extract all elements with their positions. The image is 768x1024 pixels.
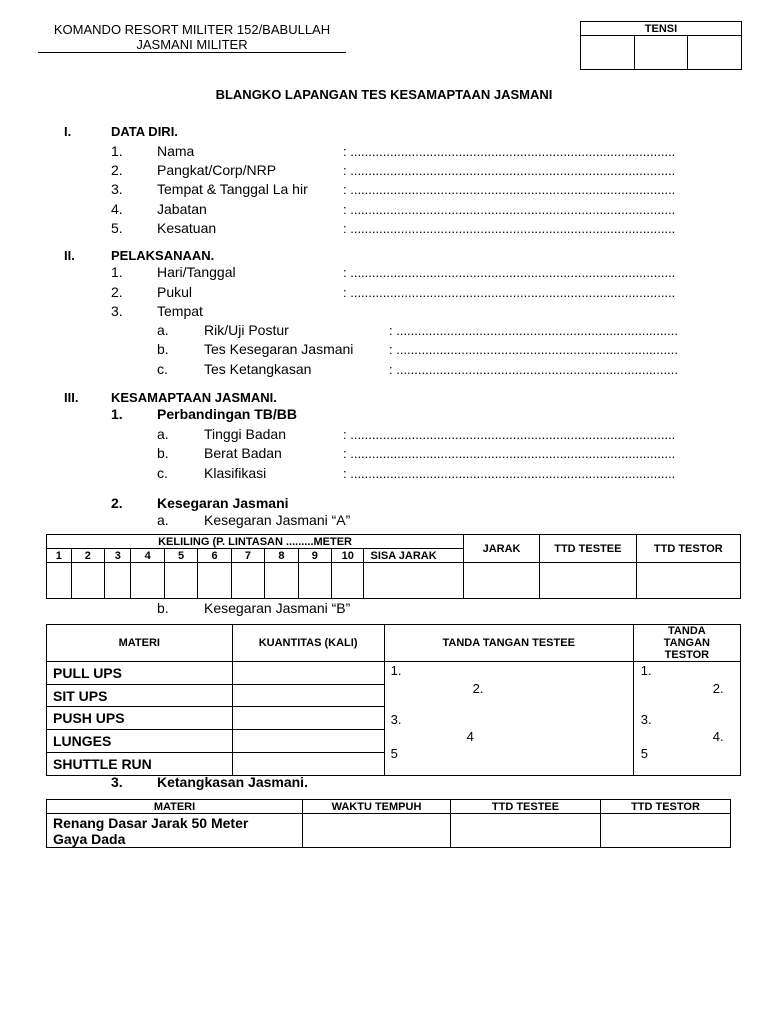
lap-cell[interactable] (47, 563, 72, 599)
jarak-cell[interactable] (464, 563, 540, 599)
lap-header: 3 (105, 549, 131, 563)
tensi-cell[interactable] (581, 36, 635, 70)
ttd-testor-header: TTD TESTOR (601, 800, 731, 814)
materi-header: MATERI (47, 800, 303, 814)
field-pukul[interactable]: : .......................................................................................... (343, 285, 676, 300)
sign-mark: 1. (390, 663, 402, 678)
sub-item-letter: b. (157, 341, 169, 357)
field-nama[interactable]: : .......................................................................................... (343, 144, 676, 159)
field-kesatuan[interactable]: : .......................................................................................... (343, 221, 676, 236)
field-label-ttl: Tempat & Tanggal La hir (157, 181, 308, 197)
field-label-nama: Nama (157, 143, 195, 159)
lap-cell[interactable] (298, 563, 331, 599)
kuantitas-cell[interactable] (232, 730, 384, 753)
subsection-title-kesegaran: Kesegaran Jasmani (157, 495, 289, 511)
table-kesegaran-a (46, 534, 741, 599)
ttd-testee-cell[interactable] (540, 563, 637, 599)
tanda-tangan-testee-header: TANDA TANGAN TESTEE (384, 625, 633, 662)
exercise-lunges: LUNGES (47, 730, 233, 753)
lap-header: 4 (131, 549, 164, 563)
lap-header: 2 (71, 549, 104, 563)
sub-item-letter: b. (157, 445, 169, 461)
field-berat[interactable]: : .......................................................................................... (343, 446, 676, 461)
lap-cell[interactable] (231, 563, 264, 599)
item-number: 1. (111, 143, 123, 159)
exercise-renang-line2: Gaya Dada (53, 830, 126, 847)
lap-header: 8 (265, 549, 298, 563)
exercise-pull-ups: PULL UPS (47, 662, 233, 685)
field-klasifikasi[interactable]: : .......................................................................................... (343, 466, 676, 481)
section-1-title: DATA DIRI. (111, 124, 178, 139)
kuantitas-cell[interactable] (232, 707, 384, 730)
kesegaran-a-label: Kesegaran Jasmani “A” (204, 512, 351, 528)
sign-mark: 2. (712, 681, 724, 696)
field-label-postur: Rik/Uji Postur (204, 322, 289, 338)
lap-cell[interactable] (198, 563, 231, 599)
lap-header: 6 (198, 549, 231, 563)
item-number: 1. (111, 264, 123, 280)
section-2-number: II. (64, 248, 75, 263)
lap-cell[interactable] (265, 563, 298, 599)
sub-item-letter: a. (157, 426, 169, 442)
lap-cell[interactable] (332, 563, 364, 599)
section-3-number: III. (64, 390, 79, 405)
exercise-push-ups: PUSH UPS (47, 707, 233, 730)
field-label-hari: Hari/Tanggal (157, 264, 236, 280)
lap-cell[interactable] (71, 563, 104, 599)
ttd-testee-cell[interactable] (451, 814, 601, 848)
field-kesegaran[interactable]: : .............................................................................. (389, 342, 678, 357)
field-label-pangkat: Pangkat/Corp/NRP (157, 162, 277, 178)
exercise-renang (47, 814, 303, 848)
tensi-box (580, 21, 742, 70)
testor-signature-cell[interactable] (633, 662, 740, 776)
sisa-jarak-header: SISA JARAK (364, 549, 464, 563)
sub-item-letter: c. (157, 361, 168, 377)
section-2-title: PELAKSANAAN. (111, 248, 215, 263)
lap-cell[interactable] (131, 563, 164, 599)
ttd-testor-header: TTD TESTOR (636, 535, 740, 563)
field-label-klasifikasi: Klasifikasi (204, 465, 267, 481)
sign-mark: 4 (466, 729, 474, 744)
sign-mark: 5 (390, 746, 398, 761)
tensi-cell[interactable] (688, 36, 742, 70)
field-label-berat: Berat Badan (204, 445, 282, 461)
waktu-tempuh-header: WAKTU TEMPUH (303, 800, 451, 814)
ttd-testee-header: TTD TESTEE (540, 535, 637, 563)
sign-mark: 2. (472, 681, 484, 696)
exercise-shuttle-run: SHUTTLE RUN (47, 753, 233, 776)
lap-cell[interactable] (105, 563, 131, 599)
ttd-testor-cell[interactable] (636, 563, 740, 599)
subsection-title-tbbb: Perbandingan TB/BB (157, 406, 298, 422)
field-label-kesatuan: Kesatuan (157, 220, 217, 236)
kuantitas-cell[interactable] (232, 662, 384, 685)
sub-item-letter: b. (157, 600, 169, 616)
kuantitas-header: KUANTITAS (KALI) (232, 625, 384, 662)
institution-header (36, 22, 348, 52)
sub-item-letter: a. (157, 512, 169, 528)
exercise-sit-ups: SIT UPS (47, 685, 233, 707)
field-label-tempat: Tempat (157, 303, 203, 319)
field-label-jabatan: Jabatan (157, 201, 207, 217)
sign-mark: 5 (640, 746, 648, 761)
lap-header: 9 (298, 549, 331, 563)
header-rule (38, 52, 346, 53)
subsection-number: 2. (111, 495, 123, 511)
jarak-header: JARAK (464, 535, 540, 563)
lap-header: 1 (47, 549, 72, 563)
subsection-number: 3. (111, 774, 123, 790)
item-number: 3. (111, 303, 123, 319)
field-label-pukul: Pukul (157, 284, 193, 300)
tensi-label: TENSI (581, 22, 742, 36)
ttd-testor-cell[interactable] (601, 814, 731, 848)
subsection-title-ketangkasan: Ketangkasan Jasmani. (157, 774, 308, 790)
item-number: 3. (111, 181, 123, 197)
lap-cell[interactable] (164, 563, 197, 599)
field-label-tinggi: Tinggi Badan (204, 426, 286, 442)
field-label-kesegaran: Tes Kesegaran Jasmani (204, 341, 354, 357)
table-kesegaran-b (46, 624, 741, 776)
tanda-tangan-testor-header: TANDA TANGAN TESTOR (633, 625, 740, 662)
field-tinggi[interactable]: : .......................................................................................... (343, 427, 676, 442)
sign-mark: 4. (712, 729, 724, 744)
ttd-testee-header: TTD TESTEE (451, 800, 601, 814)
lap-header: 10 (332, 549, 364, 563)
testee-signature-cell[interactable] (384, 662, 633, 776)
materi-header: MATERI (47, 625, 233, 662)
kuantitas-cell[interactable] (232, 753, 384, 776)
table-ketangkasan (46, 799, 731, 848)
sign-mark: 3. (390, 712, 402, 727)
waktu-tempuh-cell[interactable] (303, 814, 451, 848)
subsection-number: 1. (111, 406, 123, 422)
lap-header: 5 (164, 549, 197, 563)
field-jabatan[interactable]: : .......................................................................................... (343, 202, 676, 217)
sub-item-letter: c. (157, 465, 168, 481)
field-label-ketangkasan: Tes Ketangkasan (204, 361, 312, 377)
field-ketangkasan[interactable]: : .............................................................................. (389, 362, 678, 377)
item-number: 4. (111, 201, 123, 217)
sign-mark: 3. (640, 712, 652, 727)
keliling-header: KELILING (P. LINTASAN .........METER (47, 535, 464, 549)
tensi-cell[interactable] (634, 36, 688, 70)
field-ttl[interactable]: : .......................................................................................... (343, 182, 676, 197)
item-number: 5. (111, 220, 123, 236)
kesegaran-b-label: Kesegaran Jasmani “B” (204, 600, 351, 616)
section-3-title: KESAMAPTAAN JASMANI. (111, 390, 277, 405)
institution-subtitle: JASMANI MILITER (136, 37, 248, 52)
field-pangkat[interactable]: : .......................................................................................... (343, 163, 676, 178)
sisa-jarak-cell[interactable] (364, 563, 464, 599)
kuantitas-cell[interactable] (232, 685, 384, 707)
institution-name: KOMANDO RESORT MILITER 152/BABULLAH (53, 22, 331, 37)
item-number: 2. (111, 162, 123, 178)
item-number: 2. (111, 284, 123, 300)
section-1-number: I. (64, 124, 72, 139)
sub-item-letter: a. (157, 322, 169, 338)
field-postur[interactable]: : .............................................................................. (389, 323, 678, 338)
lap-header: 7 (231, 549, 264, 563)
exercise-renang-line1: Renang Dasar Jarak 50 Meter (53, 814, 249, 831)
field-hari[interactable]: : .......................................................................................... (343, 265, 676, 280)
sign-mark: 1. (640, 663, 652, 678)
form-title: BLANGKO LAPANGAN TES KESAMAPTAAN JASMANI (215, 87, 553, 102)
